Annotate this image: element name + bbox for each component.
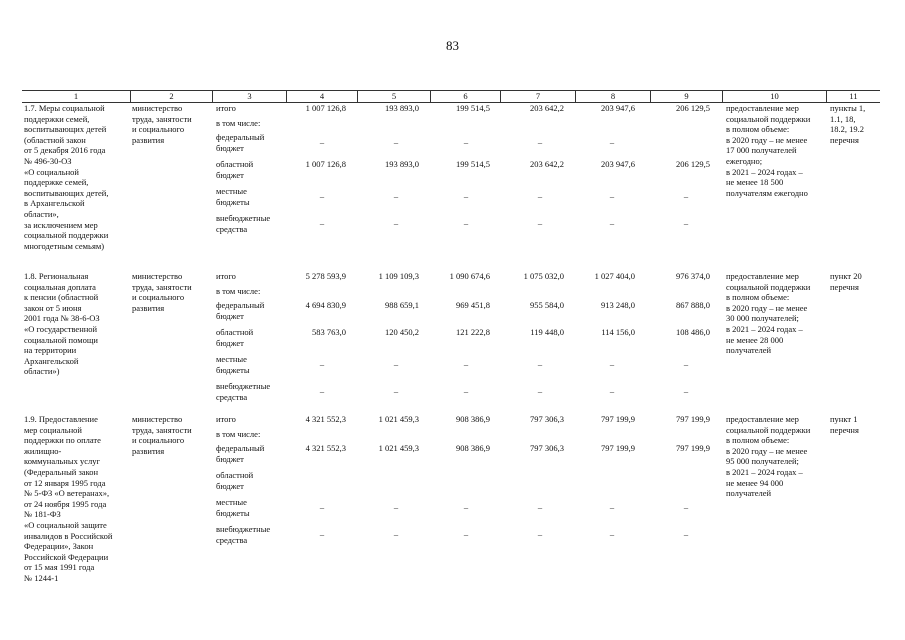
amount-cell: 203 947,6: [601, 103, 635, 113]
amount-cell: 913 248,0: [601, 300, 635, 310]
amount-cell: 797 199,9: [601, 414, 635, 424]
amount-cell: 203 642,2: [530, 103, 564, 113]
funding-source-line: средства: [216, 391, 248, 402]
measure-name-line: поддержки семей,: [24, 113, 90, 124]
result-line: не менее 28 000: [726, 334, 784, 345]
measure-name-line: № 5-ФЗ «О ветеранах»,: [24, 488, 110, 499]
reference-line: перечня: [830, 134, 859, 145]
header-col-2: 2: [130, 91, 212, 102]
amount-cell: –: [319, 386, 325, 396]
funding-source-line: средства: [216, 534, 248, 545]
amount-cell: 1 021 459,3: [378, 414, 419, 424]
funding-source-line: бюджет: [216, 310, 244, 321]
measure-name-line: «О социальной защите: [24, 520, 107, 530]
amount-cell: –: [683, 386, 689, 396]
measure-name-line: поддержки по оплате: [24, 435, 101, 446]
amount-cell: –: [463, 137, 469, 147]
amount-cell: –: [609, 502, 615, 512]
result-line: в 2020 году – не менее: [726, 302, 808, 313]
measure-name-line: Федерации», Закон: [24, 541, 94, 552]
amount-cell: –: [609, 359, 615, 369]
amount-cell: 120 450,2: [385, 327, 419, 337]
funding-source-line: внебюджетные: [216, 524, 271, 534]
amount-cell: 988 659,1: [385, 300, 419, 310]
amount-cell: 1 027 404,0: [594, 271, 635, 281]
amount-cell: 4 321 552,3: [305, 414, 346, 424]
responsible-line: министерство: [132, 103, 183, 113]
measure-name-line: 2001 года № 38-6-ОЗ: [24, 313, 100, 324]
measure-name-line: 1.8. Региональная: [24, 271, 89, 281]
responsible-line: министерство: [132, 414, 183, 424]
measure-name-line: поддержке семей,: [24, 177, 89, 188]
result-line: получателей: [726, 345, 772, 356]
funding-source-line: итого: [216, 271, 236, 281]
amount-cell: –: [683, 529, 689, 539]
reference-line: перечня: [830, 281, 859, 292]
funding-source-line: федеральный: [216, 443, 265, 453]
amount-cell: –: [537, 529, 543, 539]
page-number: 83: [446, 38, 459, 53]
funding-source-line: федеральный: [216, 300, 265, 310]
funding-source-line: в том числе:: [216, 118, 261, 128]
amount-cell: –: [319, 191, 325, 201]
amount-cell: –: [537, 191, 543, 201]
funding-source-line: бюджеты: [216, 196, 250, 207]
amount-cell: 955 584,0: [530, 300, 564, 310]
amount-cell: 797 199,9: [676, 443, 710, 453]
measure-name-line: области»,: [24, 209, 59, 219]
measure-name-line: (Федеральный закон: [24, 467, 99, 477]
amount-cell: 583 763,0: [312, 327, 346, 337]
result-line: 30 000 получателей;: [726, 313, 799, 324]
measure-name-line: в Архангельской: [24, 198, 85, 209]
measure-name-line: от 15 мая 1991 года: [24, 562, 95, 573]
result-line: предоставление мер: [726, 414, 799, 424]
result-line: не менее 94 000: [726, 477, 784, 488]
header-col-10: 10: [722, 91, 826, 102]
measure-name-line: воспитывающих детей: [24, 124, 107, 135]
amount-cell: –: [683, 359, 689, 369]
amount-cell: –: [393, 386, 399, 396]
amount-cell: –: [319, 218, 325, 228]
reference-line: пункт 1: [830, 414, 858, 424]
measure-name-line: «О социальной: [24, 166, 79, 177]
header-col-11: 11: [826, 91, 880, 102]
amount-cell: 797 199,9: [601, 443, 635, 453]
measure-name-line: № 181-ФЗ: [24, 509, 61, 520]
measure-name-line: № 1244-1: [24, 573, 59, 583]
amount-cell: –: [319, 529, 325, 539]
amount-cell: –: [319, 359, 325, 369]
funding-source-line: местные: [216, 354, 247, 364]
measure-name-line: закон от 5 июня: [24, 302, 82, 313]
funding-source-line: итого: [216, 103, 236, 113]
amount-cell: 976 374,0: [676, 271, 710, 281]
result-line: в полном объеме:: [726, 435, 790, 446]
amount-cell: –: [537, 137, 543, 147]
measure-name-line: воспитывающих детей,: [24, 187, 109, 198]
amount-cell: 969 451,8: [456, 300, 490, 310]
amount-cell: 199 514,5: [456, 159, 490, 169]
amount-cell: –: [393, 191, 399, 201]
measure-name-line: 1.7. Меры социальной: [24, 103, 105, 113]
amount-cell: 1 109 109,3: [378, 271, 419, 281]
amount-cell: –: [537, 359, 543, 369]
amount-cell: 908 386,9: [456, 443, 490, 453]
reference-line: 18.2, 19.2: [830, 124, 864, 135]
amount-cell: –: [463, 529, 469, 539]
result-line: получателей: [726, 488, 772, 499]
funding-source-line: бюджеты: [216, 507, 250, 518]
responsible-line: министерство: [132, 271, 183, 281]
amount-cell: –: [393, 359, 399, 369]
measure-name-line: социальной помощи: [24, 334, 98, 345]
result-line: предоставление мер: [726, 103, 799, 113]
amount-cell: 1 007 126,8: [305, 159, 346, 169]
measure-name-line: социальной поддержки: [24, 230, 109, 241]
result-line: социальной поддержки: [726, 281, 811, 292]
amount-cell: 1 090 674,6: [449, 271, 490, 281]
measure-name-line: (областной закон: [24, 134, 86, 145]
responsible-line: труда, занятости: [132, 113, 192, 124]
result-line: получателям ежегодно: [726, 187, 808, 198]
amount-cell: –: [319, 502, 325, 512]
funding-source-line: бюджеты: [216, 364, 250, 375]
measure-name-line: на территории: [24, 345, 77, 356]
funding-source-line: итого: [216, 414, 236, 424]
result-line: ежегодно;: [726, 156, 763, 166]
amount-cell: 4 321 552,3: [305, 443, 346, 453]
amount-cell: 193 893,0: [385, 103, 419, 113]
amount-cell: –: [609, 218, 615, 228]
amount-cell: –: [609, 137, 615, 147]
amount-cell: 797 306,3: [530, 414, 564, 424]
amount-cell: –: [319, 137, 325, 147]
amount-cell: –: [393, 502, 399, 512]
responsible-line: и социального: [132, 124, 185, 135]
funding-source-line: местные: [216, 186, 247, 196]
amount-cell: 203 642,2: [530, 159, 564, 169]
header-col-7: 7: [500, 91, 575, 102]
reference-line: пункты 1,: [830, 103, 866, 113]
result-line: в 2020 году – не менее: [726, 445, 808, 456]
amount-cell: 114 156,0: [601, 327, 635, 337]
amount-cell: 206 129,5: [676, 103, 710, 113]
amount-cell: –: [463, 218, 469, 228]
measure-name-line: 1.9. Предоставление: [24, 414, 98, 424]
responsible-line: труда, занятости: [132, 424, 192, 435]
responsible-line: развития: [132, 445, 165, 456]
funding-source-line: бюджет: [216, 453, 244, 464]
measure-name-line: коммунальных услуг: [24, 456, 100, 467]
reference-line: перечня: [830, 424, 859, 435]
funding-source-line: областной: [216, 470, 254, 480]
amount-cell: –: [393, 529, 399, 539]
header-col-5: 5: [357, 91, 430, 102]
result-line: социальной поддержки: [726, 113, 811, 124]
result-line: в 2020 году – не менее: [726, 134, 808, 145]
measure-name-line: многодетным семьям): [24, 240, 105, 251]
funding-source-line: бюджет: [216, 169, 244, 180]
measure-name-line: № 496-30-ОЗ: [24, 156, 72, 166]
responsible-line: и социального: [132, 292, 185, 303]
measure-name-line: к пенсии (областной: [24, 292, 99, 303]
measure-name-line: за исключением мер: [24, 219, 98, 230]
result-line: в 2021 – 2024 годах –: [726, 467, 803, 477]
amount-cell: 206 129,5: [676, 159, 710, 169]
header-col-9: 9: [650, 91, 722, 102]
result-line: 17 000 получателей: [726, 145, 797, 156]
amount-cell: –: [463, 191, 469, 201]
result-line: предоставление мер: [726, 271, 799, 281]
result-line: социальной поддержки: [726, 424, 811, 435]
amount-cell: 119 448,0: [530, 327, 564, 337]
funding-source-line: внебюджетные: [216, 381, 271, 391]
measure-name-line: области»): [24, 366, 60, 377]
amount-cell: –: [463, 502, 469, 512]
table-header-row: [22, 90, 880, 103]
header-col-4: 4: [286, 91, 357, 102]
amount-cell: 908 386,9: [456, 414, 490, 424]
amount-cell: –: [463, 359, 469, 369]
responsible-line: развития: [132, 302, 165, 313]
reference-line: пункт 20: [830, 271, 862, 281]
measure-name-line: инвалидов в Российской: [24, 530, 113, 541]
result-line: 95 000 получателей;: [726, 456, 799, 467]
amount-cell: –: [683, 218, 689, 228]
funding-source-line: средства: [216, 223, 248, 234]
header-col-3: 3: [212, 91, 286, 102]
amount-cell: 1 021 459,3: [378, 443, 419, 453]
amount-cell: –: [609, 386, 615, 396]
funding-source-line: федеральный: [216, 132, 265, 142]
header-col-8: 8: [575, 91, 650, 102]
amount-cell: 1 007 126,8: [305, 103, 346, 113]
amount-cell: 121 222,8: [456, 327, 490, 337]
measure-name-line: от 5 декабря 2016 года: [24, 145, 106, 156]
amount-cell: 193 893,0: [385, 159, 419, 169]
amount-cell: 4 694 830,9: [305, 300, 346, 310]
measure-name-line: «О государственной: [24, 324, 98, 334]
result-line: в 2021 – 2024 годах –: [726, 324, 803, 334]
funding-source-line: бюджет: [216, 337, 244, 348]
funding-source-line: местные: [216, 497, 247, 507]
amount-cell: –: [609, 191, 615, 201]
amount-cell: –: [683, 502, 689, 512]
funding-source-line: внебюджетные: [216, 213, 271, 223]
funding-source-line: областной: [216, 159, 254, 169]
measure-name-line: Архангельской: [24, 355, 79, 366]
measure-name-line: жилищно-: [24, 445, 62, 456]
amount-cell: –: [683, 191, 689, 201]
amount-cell: 797 199,9: [676, 414, 710, 424]
result-line: в полном объеме:: [726, 292, 790, 303]
header-col-1: 1: [73, 91, 79, 101]
result-line: в полном объеме:: [726, 124, 790, 135]
amount-cell: 797 306,3: [530, 443, 564, 453]
amount-cell: 867 888,0: [676, 300, 710, 310]
responsible-line: развития: [132, 134, 165, 145]
measure-name-line: от 24 ноября 1995 года: [24, 498, 107, 509]
responsible-line: и социального: [132, 435, 185, 446]
result-line: не менее 18 500: [726, 177, 784, 188]
measure-name-line: мер социальной: [24, 424, 82, 435]
amount-cell: –: [463, 386, 469, 396]
amount-cell: 5 278 593,9: [305, 271, 346, 281]
responsible-line: труда, занятости: [132, 281, 192, 292]
header-col-6: 6: [430, 91, 500, 102]
amount-cell: 108 486,0: [676, 327, 710, 337]
funding-source-line: бюджет: [216, 480, 244, 491]
amount-cell: 1 075 032,0: [523, 271, 564, 281]
amount-cell: 199 514,5: [456, 103, 490, 113]
amount-cell: –: [393, 137, 399, 147]
amount-cell: –: [393, 218, 399, 228]
amount-cell: –: [609, 529, 615, 539]
measure-name-line: от 12 января 1995 года: [24, 477, 106, 488]
measure-name-line: социальная доплата: [24, 281, 96, 292]
funding-source-line: бюджет: [216, 142, 244, 153]
amount-cell: –: [537, 218, 543, 228]
reference-line: 1.1, 18,: [830, 113, 856, 124]
result-line: в 2021 – 2024 годах –: [726, 166, 803, 177]
funding-source-line: в том числе:: [216, 286, 261, 296]
amount-cell: 203 947,6: [601, 159, 635, 169]
amount-cell: –: [537, 386, 543, 396]
funding-source-line: областной: [216, 327, 254, 337]
amount-cell: –: [537, 502, 543, 512]
funding-source-line: в том числе:: [216, 429, 261, 439]
measure-name-line: Российской Федерации: [24, 551, 109, 562]
